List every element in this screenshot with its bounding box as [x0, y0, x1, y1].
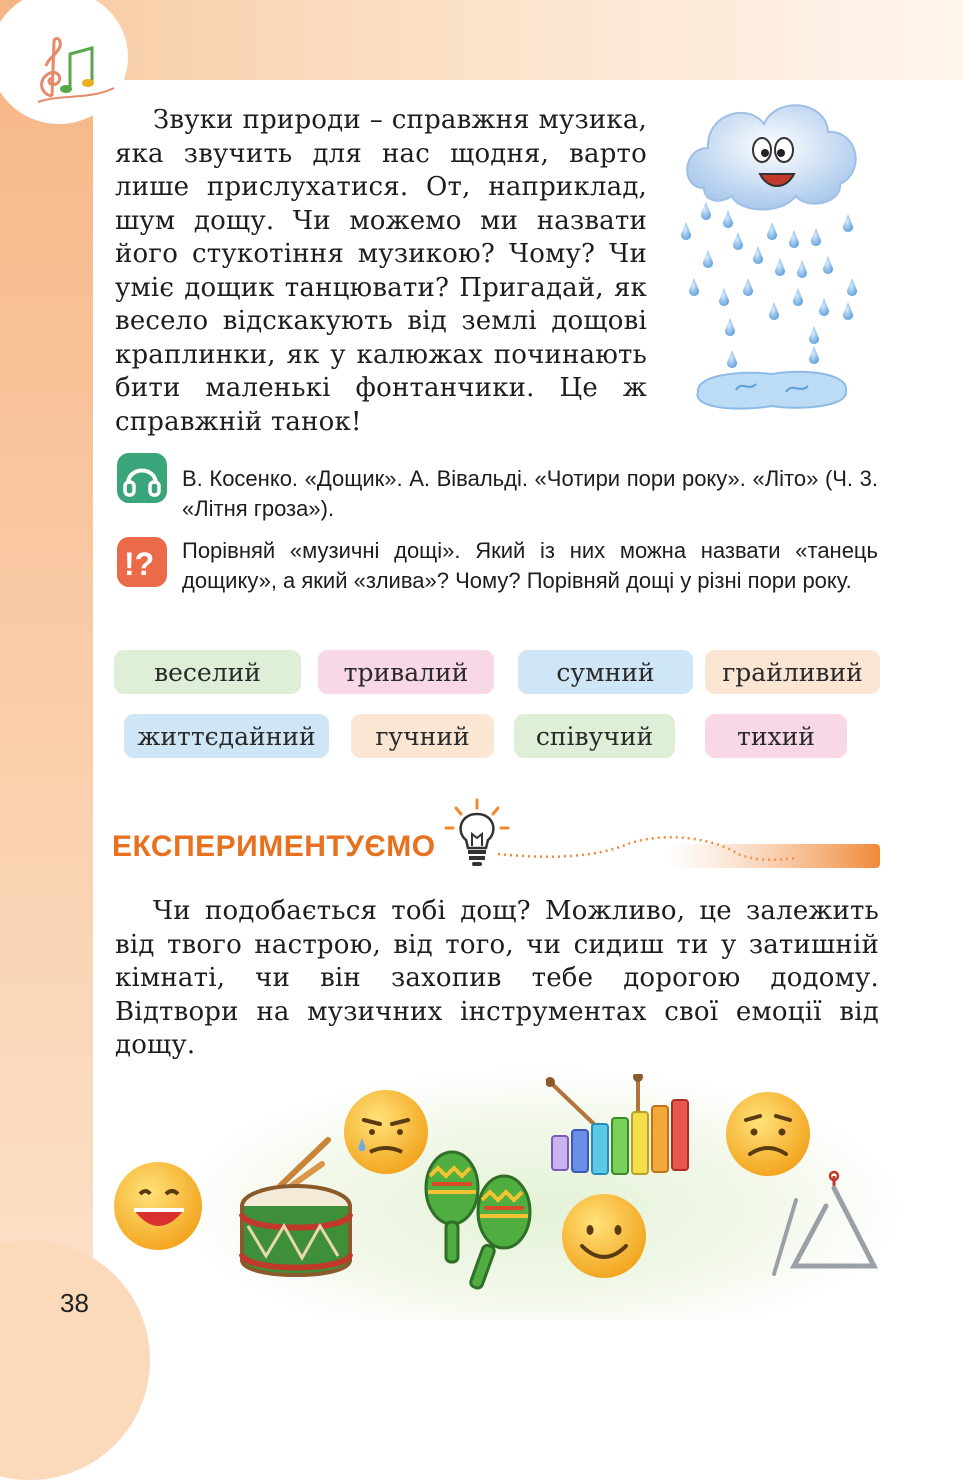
page-number: 38 [60, 1288, 89, 1318]
svg-text:!?: !? [124, 546, 155, 582]
side-decorative-band [0, 0, 93, 1394]
maracas-icon [420, 1146, 538, 1296]
adjective-chip: співучий [514, 714, 675, 758]
xylophone-icon [546, 1074, 704, 1184]
question-exclamation-icon [116, 536, 168, 588]
adjective-chip: веселий [114, 650, 301, 694]
adjective-chip: грайливий [705, 650, 880, 694]
smiling-emoji-icon [560, 1192, 648, 1280]
intro-paragraph: Звуки природи – справжня музика, яка звучить для нас щодня, варто лише прислухатися. От, наприклад, шум дощу. Чи можемо ми назвати його стукотіння музикою? Чому? Чи уміє дощик танцювати? Пригадай, як весело відскакують від землі дощові краплинки, як у калюжах починають бити маленькі фонтанчики. Це ж справжній танок! [115, 105, 647, 437]
section-title: ЕКСПЕРИМЕНТУЄМО [112, 830, 436, 863]
music-clef-icon [30, 36, 120, 106]
adjective-chip: життєдайний [124, 714, 329, 758]
adjective-chip: сумний [518, 650, 693, 694]
adjective-chip: тривалий [318, 650, 494, 694]
adjective-chip: тихий [705, 714, 847, 758]
listening-note: В. Косенко. «Дощик». А. Вівальді. «Чотири пори року». «Літо» (Ч. 3. «Літня гроза»). [182, 466, 878, 521]
triangle-instrument-icon [766, 1170, 882, 1280]
smiling-rain-cloud-illustration [676, 92, 866, 432]
experiment-paragraph: Чи подобається тобі дощ? Можливо, це залежить від твого настрою, від того, чи сидиш ти у затишній кімнаті, чи він захопив тебе дорогою додому. Відтвори на музичних інструментах свої емоції від дощу. [115, 896, 879, 1060]
drum-icon [236, 1134, 356, 1290]
adjective-chip: гучний [351, 714, 494, 758]
top-decorative-band [0, 0, 963, 80]
crying-emoji-icon [342, 1088, 430, 1176]
laughing-emoji-icon [112, 1160, 204, 1252]
headphones-icon [116, 452, 168, 504]
sad-emoji-icon [724, 1090, 812, 1178]
section-divider [498, 830, 883, 870]
question-note: Порівняй «музичні дощі». Який із них можна назвати «танець дощику», а який «злива»? Чому? Порівняй дощі у різні пори року. [182, 538, 878, 593]
